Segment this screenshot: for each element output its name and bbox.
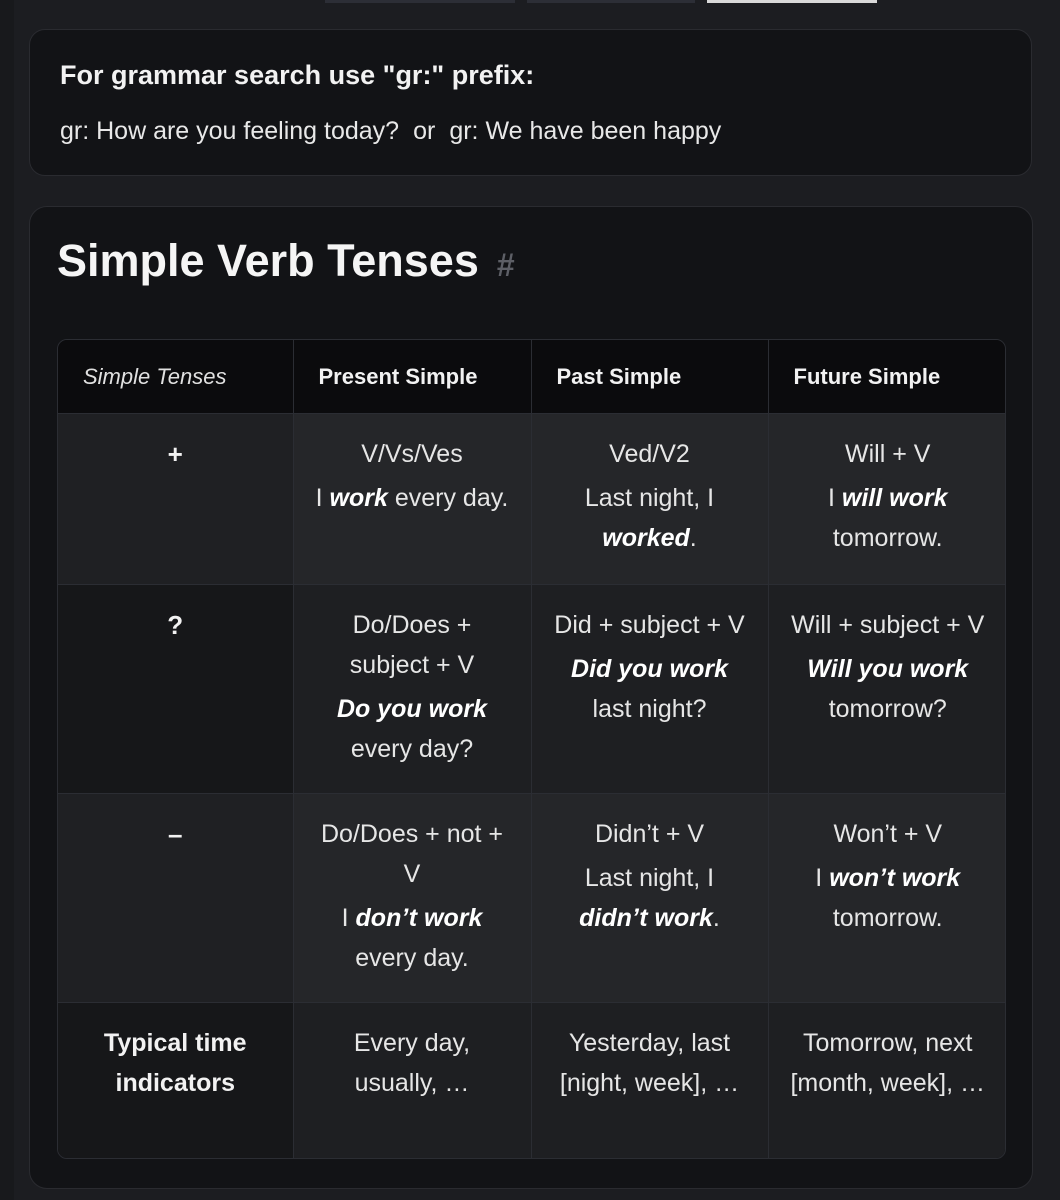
tense-formula: V/Vs/Ves xyxy=(361,440,463,468)
row-header-affirmative xyxy=(58,414,293,585)
tense-formula: Will + subject + V xyxy=(791,611,985,639)
table-cell xyxy=(293,414,531,585)
table-cell: Every day, usually, … xyxy=(293,1003,531,1160)
tab-indicator[interactable] xyxy=(325,0,515,3)
section-title xyxy=(57,235,515,287)
tense-example: Will you work tomorrow? xyxy=(807,655,969,723)
tense-example: Do you work every day? xyxy=(336,695,487,763)
sidebar-edge xyxy=(0,0,14,1200)
search-hint-title: For grammar search use "gr:" prefix: xyxy=(60,60,535,90)
table-corner-header: Simple Tenses xyxy=(58,340,293,414)
tense-example: I will work tomorrow. xyxy=(828,484,948,552)
tab-indicator-active[interactable] xyxy=(707,0,877,3)
table-row-time-indicators xyxy=(58,1003,1006,1160)
table-cell xyxy=(293,794,531,1003)
table-cell xyxy=(531,414,768,585)
tense-formula: Will + V xyxy=(845,440,931,468)
simple-verb-tenses-card xyxy=(29,206,1033,1189)
table-cell xyxy=(768,794,1006,1003)
table-cell xyxy=(531,794,768,1003)
tab-indicator[interactable] xyxy=(527,0,695,3)
tense-formula: Ved/V2 xyxy=(609,440,690,468)
tense-example: Last night, I worked. xyxy=(584,484,715,552)
table-cell: Yesterday, last [night, week], … xyxy=(531,1003,768,1160)
search-hint-examples xyxy=(60,117,721,146)
table-cell xyxy=(768,414,1006,585)
table-row-question xyxy=(58,585,1006,794)
top-tab-indicators xyxy=(0,0,1060,3)
row-header-question xyxy=(58,585,293,794)
tense-example: I don’t work every day. xyxy=(341,904,483,972)
grammar-search-hint-card xyxy=(29,29,1032,176)
column-header-future-simple: Future Simple xyxy=(768,340,1006,414)
tense-example: Did you work last night? xyxy=(571,655,728,723)
row-header-time-indicators: Typical time indicators xyxy=(58,1003,293,1160)
table-cell xyxy=(768,585,1006,794)
tense-example: I work every day. xyxy=(315,484,509,512)
table-row-negative xyxy=(58,794,1006,1003)
tense-formula: Do/Does + not + V xyxy=(320,820,504,888)
tense-example: I won’t work tomorrow. xyxy=(815,864,961,932)
table-cell: Tomorrow, next [month, week], … xyxy=(768,1003,1006,1160)
section-title-text: Simple Verb Tenses xyxy=(57,235,479,286)
question-symbol: ? xyxy=(167,610,184,640)
tense-formula: Won’t + V xyxy=(833,820,943,848)
anchor-link-icon[interactable]: # xyxy=(496,247,515,283)
tense-formula: Do/Does + subject + V xyxy=(349,611,475,679)
plus-symbol: + xyxy=(167,439,183,469)
tense-formula: Didn’t + V xyxy=(594,820,705,848)
table-cell xyxy=(531,585,768,794)
search-example-2: gr: We have been happy xyxy=(449,117,722,145)
table-header-row xyxy=(58,340,1006,414)
tense-example: Last night, I didn’t work. xyxy=(579,864,720,932)
minus-symbol: – xyxy=(168,819,183,849)
search-example-separator: or xyxy=(413,117,436,145)
search-example-1: gr: How are you feeling today? xyxy=(60,117,400,145)
row-header-negative xyxy=(58,794,293,1003)
table-cell xyxy=(293,585,531,794)
column-header-past-simple: Past Simple xyxy=(531,340,768,414)
column-header-present-simple: Present Simple xyxy=(293,340,531,414)
tenses-table xyxy=(57,339,1006,1159)
table-row-affirmative xyxy=(58,414,1006,585)
tense-formula: Did + subject + V xyxy=(554,611,745,639)
